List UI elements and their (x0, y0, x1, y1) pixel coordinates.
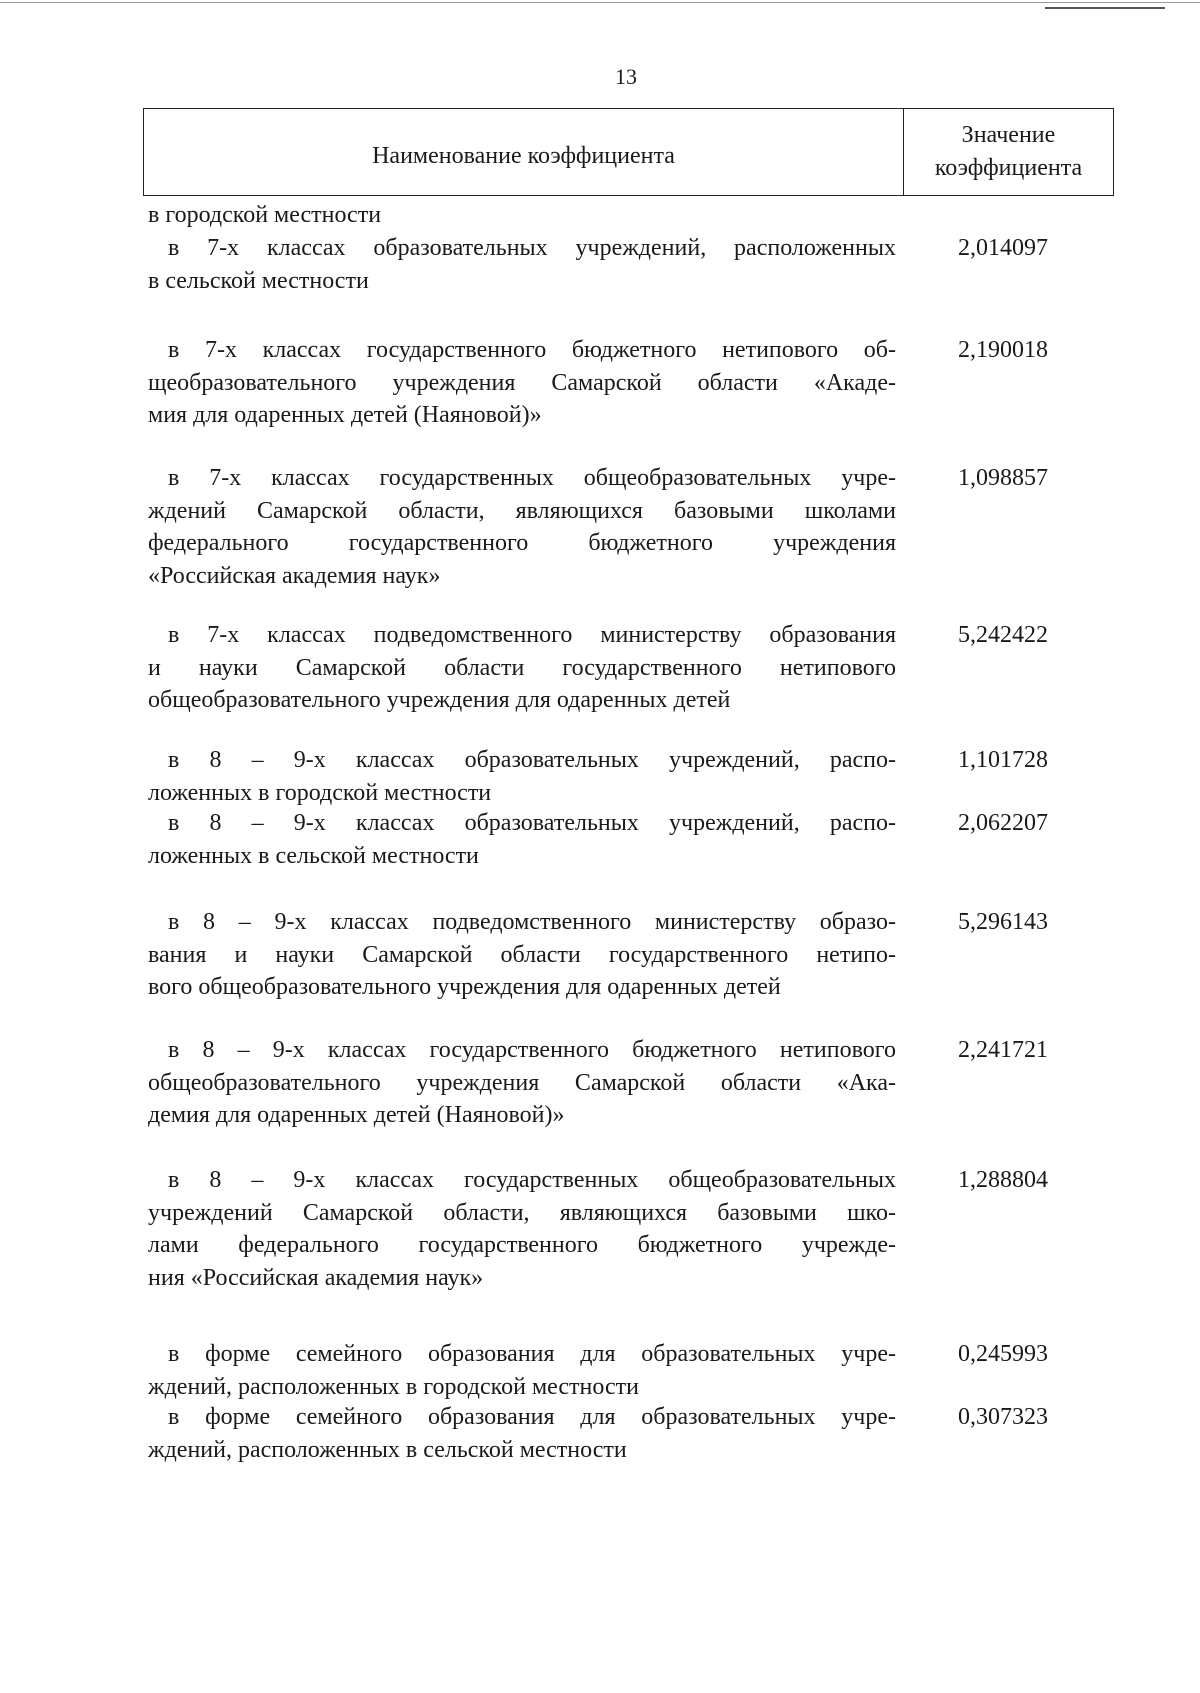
coefficient-name (148, 807, 896, 872)
coefficient-name-line: в 7-х классах образовательных учреждений, расположенных (168, 235, 896, 261)
table-header (143, 108, 1114, 196)
coefficient-name (148, 619, 896, 717)
coefficient-name (148, 1338, 896, 1403)
coefficient-name-line: ложенных в городской местности (148, 779, 492, 806)
coefficient-name-line: в сельской местности (148, 267, 369, 294)
coefficient-value: 2,014097 (958, 235, 1048, 261)
coefficient-name-line: в форме семейного образования для образовательных учре- (168, 1341, 896, 1367)
coefficient-name-line: в 8 – 9-х классах государственных общеобразовательных (168, 1167, 896, 1193)
coefficient-name (148, 906, 896, 1004)
coefficient-value: 2,062207 (958, 810, 1048, 836)
coefficient-value: 1,098857 (958, 465, 1048, 491)
coefficient-name-line: щеобразовательного учреждения Самарской области «Акаде- (148, 369, 896, 396)
coefficient-name-line: ждений, расположенных в городской местности (148, 1373, 639, 1400)
coefficient-name (148, 1034, 896, 1132)
coefficient-name-line: ждений Самарской области, являющихся базовыми школами (148, 497, 896, 524)
coefficient-value: 0,245993 (958, 1341, 1048, 1367)
column-header-name: Наименование коэффициента (144, 109, 904, 195)
coefficient-name-line: учреждений Самарской области, являющихся базовыми шко- (148, 1199, 896, 1226)
coefficient-value: 0,307323 (958, 1404, 1048, 1430)
coefficient-name (148, 334, 896, 432)
coefficient-name-line: ждений, расположенных в сельской местности (148, 1436, 627, 1463)
coefficient-name (148, 744, 896, 809)
coefficient-name-line: и науки Самарской области государственного нетипового (148, 654, 896, 681)
coefficient-name-line: в 8 – 9-х классах подведомственного министерству образо- (168, 909, 896, 935)
coefficient-name-line: в 8 – 9-х классах образовательных учреждений, распо- (168, 747, 896, 773)
coefficient-name-line: в городской местности (148, 202, 382, 228)
coefficient-name-line: ложенных в сельской местности (148, 842, 479, 869)
coefficient-value: 2,241721 (958, 1037, 1048, 1063)
coefficient-name (148, 1164, 896, 1294)
coefficient-name-line: в 7-х классах подведомственного министерству образования (168, 622, 896, 648)
coefficient-value: 5,296143 (958, 909, 1048, 935)
column-header-value (904, 109, 1113, 195)
coefficient-name-line: мия для одаренных детей (Наяновой)» (148, 402, 542, 428)
coefficient-name-line: федерального государственного бюджетного учреждения (148, 530, 896, 556)
coefficient-value: 1,101728 (958, 747, 1048, 773)
coefficient-name (148, 1401, 896, 1466)
coefficient-name-line: в 7-х классах государственного бюджетного нетипового об- (168, 337, 896, 363)
coefficient-name-line: в 8 – 9-х классах образовательных учреждений, распо- (168, 810, 896, 836)
coefficient-name-line: вания и науки Самарской области государственного нетипо- (148, 941, 896, 968)
coefficient-name-line: вого общеобразовательного учреждения для одаренных детей (148, 974, 781, 1000)
coefficient-name (148, 199, 896, 232)
coefficient-value: 2,190018 (958, 337, 1048, 363)
coefficient-name (148, 462, 896, 592)
coefficient-name-line: демия для одаренных детей (Наяновой)» (148, 1102, 565, 1128)
coefficient-name-line: лами федерального государственного бюджетного учрежде- (148, 1232, 896, 1258)
coefficient-name-line: общеобразовательного учреждения для одаренных детей (148, 687, 731, 713)
column-header-value-line1: Значение (961, 122, 1056, 148)
coefficient-name-line: в 7-х классах государственных общеобразовательных учре- (168, 465, 896, 491)
column-header-value-line2: коэффициента (934, 155, 1083, 181)
coefficient-value: 1,288804 (958, 1167, 1048, 1193)
scan-border-line (0, 2, 1200, 3)
page-number: 13 (615, 64, 637, 89)
coefficient-name-line: «Российская академия наук» (148, 562, 441, 589)
coefficient-name-line: в форме семейного образования для образовательных учре- (168, 1404, 896, 1430)
coefficient-name-line: общеобразовательного учреждения Самарской области «Ака- (148, 1069, 896, 1096)
coefficient-name-line: ния «Российская академия наук» (148, 1264, 484, 1291)
coefficient-name-line: в 8 – 9-х классах государственного бюджетного нетипового (168, 1037, 896, 1063)
coefficient-value: 5,242422 (958, 622, 1048, 648)
coefficient-name (148, 232, 896, 297)
scan-mark (1045, 7, 1165, 9)
